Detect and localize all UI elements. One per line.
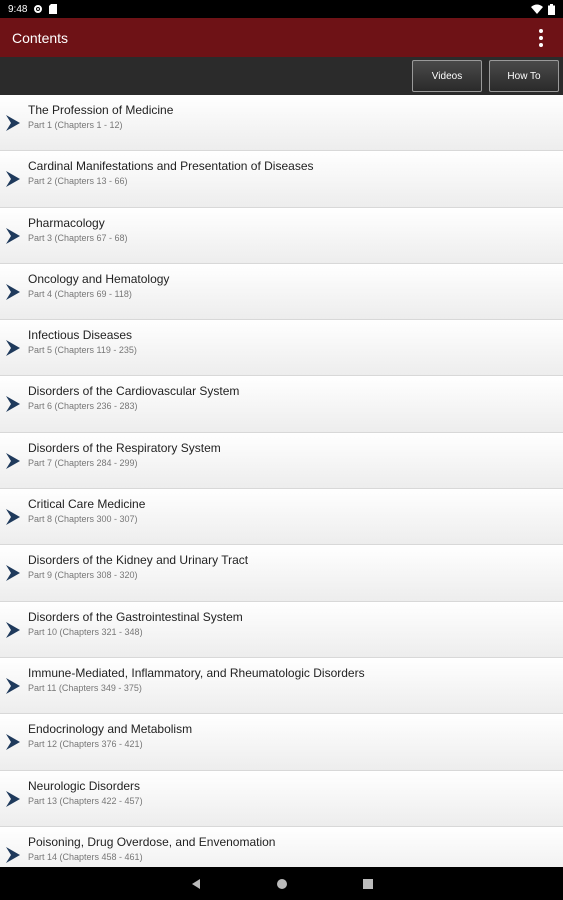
recents-icon[interactable] <box>362 878 374 890</box>
list-item-title: Disorders of the Kidney and Urinary Tract <box>28 553 249 568</box>
list-item-title: The Profession of Medicine <box>28 103 174 117</box>
status-bar <box>0 0 563 18</box>
status-time: 9:48 <box>8 3 28 15</box>
list-item[interactable] <box>0 489 563 545</box>
list-item-title: Cardinal Manifestations and Presentation of Diseases <box>28 159 314 174</box>
list-item[interactable] <box>0 433 563 489</box>
list-item-title: Immune-Mediated, Inflammatory, and Rheumatologic Disorders <box>28 665 365 680</box>
list-item[interactable] <box>0 602 563 658</box>
list-item[interactable] <box>0 827 563 867</box>
chevron-right-icon <box>6 509 20 525</box>
chevron-right-icon <box>6 396 20 412</box>
list-item[interactable] <box>0 95 563 151</box>
app-bar <box>0 18 563 57</box>
settings-icon <box>33 4 43 14</box>
list-item-subtitle: Part 9 (Chapters 308 - 320) <box>28 570 138 581</box>
list-item[interactable] <box>0 208 563 264</box>
list-item-title: Infectious Diseases <box>28 328 133 343</box>
chevron-right-icon <box>6 622 20 638</box>
list-item[interactable] <box>0 151 563 207</box>
chevron-right-icon <box>6 791 20 807</box>
list-item-subtitle: Part 11 (Chapters 349 - 375) <box>28 682 142 693</box>
list-item-subtitle: Part 5 (Chapters 119 - 235) <box>28 345 137 356</box>
list-item-subtitle: Part 3 (Chapters 67 - 68) <box>28 232 128 243</box>
toolbar <box>0 57 563 95</box>
list-item-title: Pharmacology <box>28 215 105 230</box>
chevron-right-icon <box>6 453 20 469</box>
chevron-right-icon <box>6 340 20 356</box>
page-title: Contents <box>12 29 69 46</box>
list-item-subtitle: Part 4 (Chapters 69 - 118) <box>28 288 132 299</box>
list-item-title: Poisoning, Drug Overdose, and Envenomation <box>28 834 276 849</box>
chevron-right-icon <box>6 565 20 581</box>
list-item[interactable] <box>0 320 563 376</box>
list-item-title: Critical Care Medicine <box>28 497 146 512</box>
list-item-title: Endocrinology and Metabolism <box>28 722 193 737</box>
list-item-subtitle: Part 2 (Chapters 13 - 66) <box>28 176 128 187</box>
more-vert-icon[interactable] <box>531 24 551 52</box>
home-icon[interactable] <box>276 878 288 890</box>
list-item-subtitle: Part 7 (Chapters 284 - 299) <box>28 457 138 468</box>
list-item-title: Disorders of the Cardiovascular System <box>28 384 240 399</box>
sim-card-icon <box>49 4 57 14</box>
how-to-button[interactable]: How To <box>489 60 559 92</box>
battery-icon <box>548 4 555 15</box>
navigation-bar <box>0 867 563 900</box>
list-item-subtitle: Part 13 (Chapters 422 - 457) <box>28 795 143 806</box>
list-item[interactable] <box>0 545 563 601</box>
list-item-subtitle: Part 12 (Chapters 376 - 421) <box>28 739 143 750</box>
list-item-subtitle: Part 8 (Chapters 300 - 307) <box>28 514 138 525</box>
list-item-subtitle: Part 14 (Chapters 458 - 461) <box>28 851 143 862</box>
list-item[interactable] <box>0 714 563 770</box>
list-item-title: Disorders of the Gastrointestinal System <box>28 609 243 624</box>
chevron-right-icon <box>6 734 20 750</box>
chevron-right-icon <box>6 284 20 300</box>
list-item-title: Neurologic Disorders <box>28 778 141 793</box>
chevron-right-icon <box>6 115 20 131</box>
list-item[interactable] <box>0 771 563 827</box>
list-item[interactable] <box>0 376 563 432</box>
list-item[interactable] <box>0 264 563 320</box>
chevron-right-icon <box>6 847 20 863</box>
chevron-right-icon <box>6 678 20 694</box>
list-item-subtitle: Part 1 (Chapters 1 - 12) <box>28 120 123 130</box>
list-item-title: Disorders of the Respiratory System <box>28 440 221 455</box>
list-item-title: Oncology and Hematology <box>28 271 170 286</box>
videos-button[interactable]: Videos <box>412 60 482 92</box>
list-item-subtitle: Part 6 (Chapters 236 - 283) <box>28 401 138 412</box>
wifi-icon <box>531 4 543 14</box>
contents-list <box>0 95 563 867</box>
back-icon[interactable] <box>190 878 202 890</box>
chevron-right-icon <box>6 228 20 244</box>
list-item[interactable] <box>0 658 563 714</box>
list-item-subtitle: Part 10 (Chapters 321 - 348) <box>28 626 143 637</box>
chevron-right-icon <box>6 171 20 187</box>
